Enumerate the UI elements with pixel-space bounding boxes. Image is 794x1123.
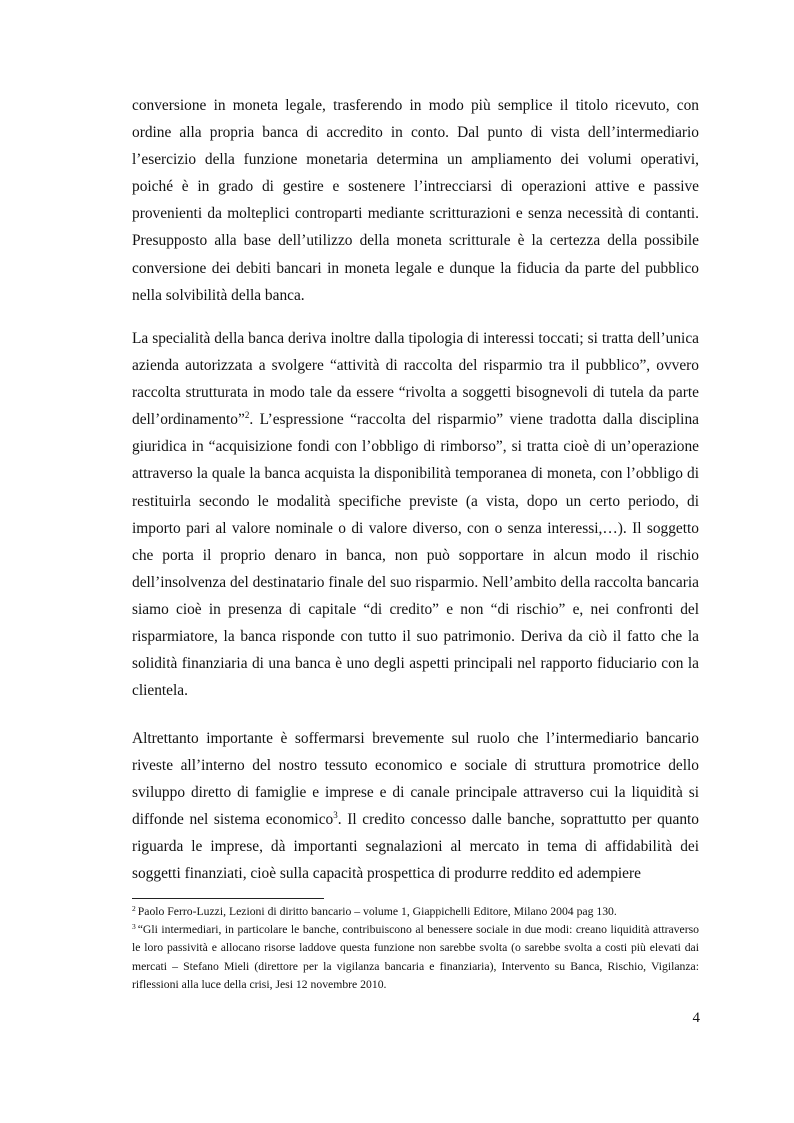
footnote-reference-3[interactable]: 3 — [333, 810, 338, 821]
body-paragraph-1: conversione in moneta legale, trasferendo in modo più semplice il titolo ricevuto, con ordine alla propria banca di accredito in conto. Dal punto di vista dell’intermediario l’esercizio della funzione monetaria determina un ampliamento dei volumi operativi, poiché è in grado di gestire e sostenere l’intrecciarsi di operazioni attive e passive provenienti da molteplici controparti mediante scritturazioni e senza necessità di contanti. Presupposto alla base dell’utilizzo della moneta scritturale è la certezza della possibile conversione dei debiti bancari in moneta legale e dunque la fiducia da parte del pubblico nella solvibilità della banca. — [132, 97, 699, 304]
paragraph-3-text-start: Altrettanto importante è soffermarsi brevemente sul ruolo che l’intermediario bancario riveste all’interno del nostro tessuto economico e sociale di struttura promotrice dello sviluppo diretto di famiglie e imprese e di canale principale attraverso cui la liquidità si diffonde nel sistema economico — [132, 730, 699, 829]
footnote-2 — [132, 903, 699, 921]
footnote-number-2: 2 — [132, 904, 136, 913]
paragraph-2-text-start: La specialità della banca deriva inoltre dalla tipologia di interessi toccati; si tratta dell’unica azienda autorizzata a svolgere “attività di raccolta del risparmio tra il pubblico”, ovvero raccolta strutturata in modo tale da essere “rivolta a soggetti bisognevoli di tutela da parte dell’ordinamento” — [132, 330, 699, 429]
footnote-3 — [132, 921, 699, 994]
footnote-separator — [132, 898, 324, 899]
footnotes — [132, 903, 699, 994]
footnote-number-3: 3 — [132, 922, 136, 932]
paragraph-2-text-end: . L’espressione “raccolta del risparmio” viene tradotta dalla disciplina giuridica in “acquisizione fondi con l’obbligo di rimborso”, si tratta cioè di un’operazione attraverso la quale la banca acquista la disponibilità temporanea di moneta, con l’obbligo di restituirla secondo le modalità specifiche previste (a vista, dopo un certo periodo, di importo pari al valore nominale o di valore diverso, con o senza interessi,…). Il soggetto che porta il proprio denaro in banca, non può sopportare in alcun modo il rischio dell’insolvenza del destinatario finale del suo risparmio. Nell’ambito della raccolta bancaria siamo cioè in presenza di capitale “di credito” e non “di rischio” e, nei confronti del risparmiatore, la banca risponde con tutto il suo patrimonio. Deriva da ciò il fatto che la solidità finanziaria di una banca è uno degli aspetti principali nel rapporto fiduciario con la clientela. — [132, 411, 699, 700]
footnote-text-2: Paolo Ferro-Luzzi, Lezioni di diritto bancario – volume 1, Giappichelli Editore, Milano 2004 pag 130. — [137, 905, 617, 918]
body-paragraph-2 — [132, 325, 699, 704]
footnote-text-3: “Gli intermediari, in particolare le banche, contribuiscono al benessere sociale in due modi: creano liquidità attraverso le loro passività e allocano risorse laddove questa funzione non sarebbe svolta (o sarebbe svolta a costi più elevati dai mercati – Stefano Mieli (direttore per la vigilanza bancaria e finanziaria), Intervento su Banca, Rischio, Vigilanza: riflessioni alla luce della crisi, Jesi 12 novembre 2010. — [132, 923, 699, 991]
paragraph-3-text-end: . Il credito concesso dalle banche, soprattutto per quanto riguarda le imprese, dà importanti segnalazioni al mercato in tema di affidabilità dei soggetti finanziati, cioè sulla capacità prospettica di produrre reddito ed adempiere — [132, 811, 699, 883]
footnote-reference-2[interactable]: 2 — [244, 410, 250, 421]
body-paragraph-3 — [132, 725, 699, 888]
page-number: 4 — [692, 1010, 700, 1026]
